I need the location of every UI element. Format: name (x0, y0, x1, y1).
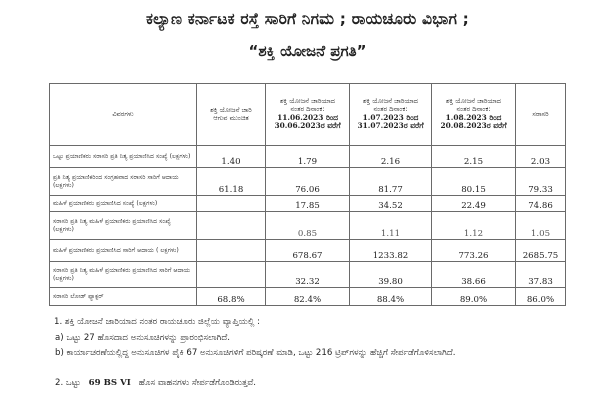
table-cell: 86.0% (516, 288, 566, 306)
table-cell: 61.18 (197, 168, 266, 196)
note-line-2-prefix: 2. ಒಟ್ಟು (55, 378, 81, 388)
table-cell: 32.32 (266, 262, 350, 288)
table-cell: 37.83 (516, 262, 566, 288)
row-label: ಸರಾಸರಿ ಪ್ರತಿ ನಿತ್ಯ ಮಹಿಳೆ ಪ್ರಯಾಣಿಕರು ಪ್ರಯಾಣಿಸಿದ ಸಂಖ್ಯೆ (ಲಕ್ಷಗಳು) (50, 212, 197, 240)
note-line-1: 1. ಶಕ್ತಿ ಯೋಜನೆ ಜಾರಿಯಾದ ನಂತರ ರಾಯಚೂರು ಜಿಲ್ಲೆಯ ವ್ಯಾಪ್ತಿಯಲ್ಲಿ : (54, 317, 260, 327)
table-cell: 0.85 (266, 212, 350, 240)
table-cell: 1.12 (432, 212, 516, 240)
table-cell: 2685.75 (516, 240, 566, 262)
row-label: ಒಟ್ಟು ಪ್ರಯಾಣಿಕರು ಸರಾಸರಿ ಪ್ರತಿ ನಿತ್ಯ ಪ್ರಯಾಣಿಸಿದ ಸಂಖ್ಯೆ (ಲಕ್ಷಗಳು) (50, 146, 197, 168)
column-header: ಶಕ್ತಿ ಯೋಜನೆ ಜಾರಿಯಾದ ನಂತರ ದಿನಾಂಕ: 1.08.2023 ರಿಂದ 20.08.2023ರ ವರೆಗೆ (432, 84, 516, 146)
table-row (50, 212, 566, 240)
table-cell: 74.86 (516, 196, 566, 212)
row-label: ಮಹಿಳೆ ಪ್ರಯಾಣಿಕರು ಪ್ರಯಾಣಿಸಿದ ಸಂಖ್ಯೆ (ಲಕ್ಷಗಳು) (50, 196, 197, 212)
page-subtitle: “ಶಕ್ತಿ ಯೋಜನೆ ಪ್ರಗತಿ” (248, 42, 367, 60)
table-cell: 89.0% (432, 288, 516, 306)
table-row (50, 240, 566, 262)
note-line-2-count: 69 BS VI (88, 378, 131, 388)
table-cell: 2.16 (350, 146, 432, 168)
table-cell (197, 196, 266, 212)
table-cell: 34.52 (350, 196, 432, 212)
table-row (50, 196, 566, 212)
note-line-b: b) ಕಾರ್ಯಾಚರಣೆಯಲ್ಲಿದ್ದ ಅನುಸೂಚಿಗಳ ಪೈಕಿ 67 ಅನುಸೂಚಿಗಳಿಗೆ ಪರಿಷ್ಕರಣೆ ಮಾಡಿ, ಒಟ್ಟು 216 ಟ್ರಿಪ್‌ಗಳನ್ನು ಹೆಚ್ಚಿಗೆ ಸೇರ್ಪಡೆಗೊಳಿಸಲಾಗಿದೆ. (55, 348, 456, 358)
table-row (50, 262, 566, 288)
table-row (50, 288, 566, 306)
table-header-row (50, 84, 566, 146)
table-cell: 76.06 (266, 168, 350, 196)
table-cell (197, 212, 266, 240)
column-header: ಶಕ್ತಿ ಯೋಜನೆ ಜಾರಿ ಆಗುವ ಮುಂಚಿತ (197, 84, 266, 146)
table-row (50, 146, 566, 168)
table-cell: 678.67 (266, 240, 350, 262)
row-label: ಪ್ರತಿ ನಿತ್ಯ ಪ್ರಯಾಣಿಕರಿಂದ ಸಂಗ್ರಹವಾದ ಸರಾಸರಿ ಸಾರಿಗೆ ಆದಾಯ (ಲಕ್ಷಗಳು) (50, 168, 197, 196)
table-cell: 1.05 (516, 212, 566, 240)
table-cell: 2.03 (516, 146, 566, 168)
table-cell: 79.33 (516, 168, 566, 196)
row-label: ಸರಾಸರಿ ಲೋಡ್ ಫ್ಯಾಕ್ಟರ್ (50, 288, 197, 306)
progress-table (49, 83, 566, 306)
column-header: ಶಕ್ತಿ ಯೋಜನೆ ಜಾರಿಯಾದ ನಂತರ ದಿನಾಂಕ: 11.06.2023 ರಿಂದ 30.06.2023ರ ವರೆಗೆ (266, 84, 350, 146)
table-cell (197, 240, 266, 262)
note-line-a: a) ಒಟ್ಟು 27 ಹೊಸದಾದ ಅನುಸೂಚಿಗಳನ್ನು ಪ್ರಾರಂಭಿಸಲಾಗಿದೆ. (55, 333, 230, 343)
column-header: ಸರಾಸರಿ (516, 84, 566, 146)
table-cell: 88.4% (350, 288, 432, 306)
table-cell: 68.8% (197, 288, 266, 306)
table-cell: 1233.82 (350, 240, 432, 262)
note-line-2-suffix: ಹೊಸ ವಾಹನಗಳು ಸೇರ್ಪಡೆಗೊಂಡಿರುತ್ತವೆ. (138, 378, 256, 388)
table-cell: 773.26 (432, 240, 516, 262)
row-label: ಸರಾಸರಿ ಪ್ರತಿ ನಿತ್ಯ ಮಹಿಳೆ ಪ್ರಯಾಣಿಕರು ಪ್ರಯಾಣಿಸಿದ ಸಾರಿಗೆ ಆದಾಯ (ಲಕ್ಷಗಳು) (50, 262, 197, 288)
table-cell: 80.15 (432, 168, 516, 196)
note-line-2 (55, 378, 256, 388)
table-cell: 17.85 (266, 196, 350, 212)
table-cell: 22.49 (432, 196, 516, 212)
page-title: ಕಲ್ಯಾಣ ಕರ್ನಾಟಕ ರಸ್ತೆ ಸಾರಿಗೆ ನಿಗಮ ; ರಾಯಚೂರು ವಿಭಾಗ ; (145, 10, 470, 28)
table-cell: 38.66 (432, 262, 516, 288)
table-cell: 1.40 (197, 146, 266, 168)
table-cell: 2.15 (432, 146, 516, 168)
table-cell: 82.4% (266, 288, 350, 306)
table-cell: 81.77 (350, 168, 432, 196)
table-cell: 39.80 (350, 262, 432, 288)
row-label: ಮಹಿಳೆ ಪ್ರಯಾಣಿಕರು ಪ್ರಯಾಣಿಸಿದ ಸಾರಿಗೆ ಆದಾಯ ( ಲಕ್ಷಗಳು) (50, 240, 197, 262)
table-cell: 1.11 (350, 212, 432, 240)
table-row (50, 168, 566, 196)
table-cell: 1.79 (266, 146, 350, 168)
table-cell (197, 262, 266, 288)
column-header: ವಿವರಗಳು (50, 84, 197, 146)
column-header: ಶಕ್ತಿ ಯೋಜನೆ ಜಾರಿಯಾದ ನಂತರ ದಿನಾಂಕ: 1.07.2023 ರಿಂದ 31.07.2023ರ ವರೆಗೆ (350, 84, 432, 146)
